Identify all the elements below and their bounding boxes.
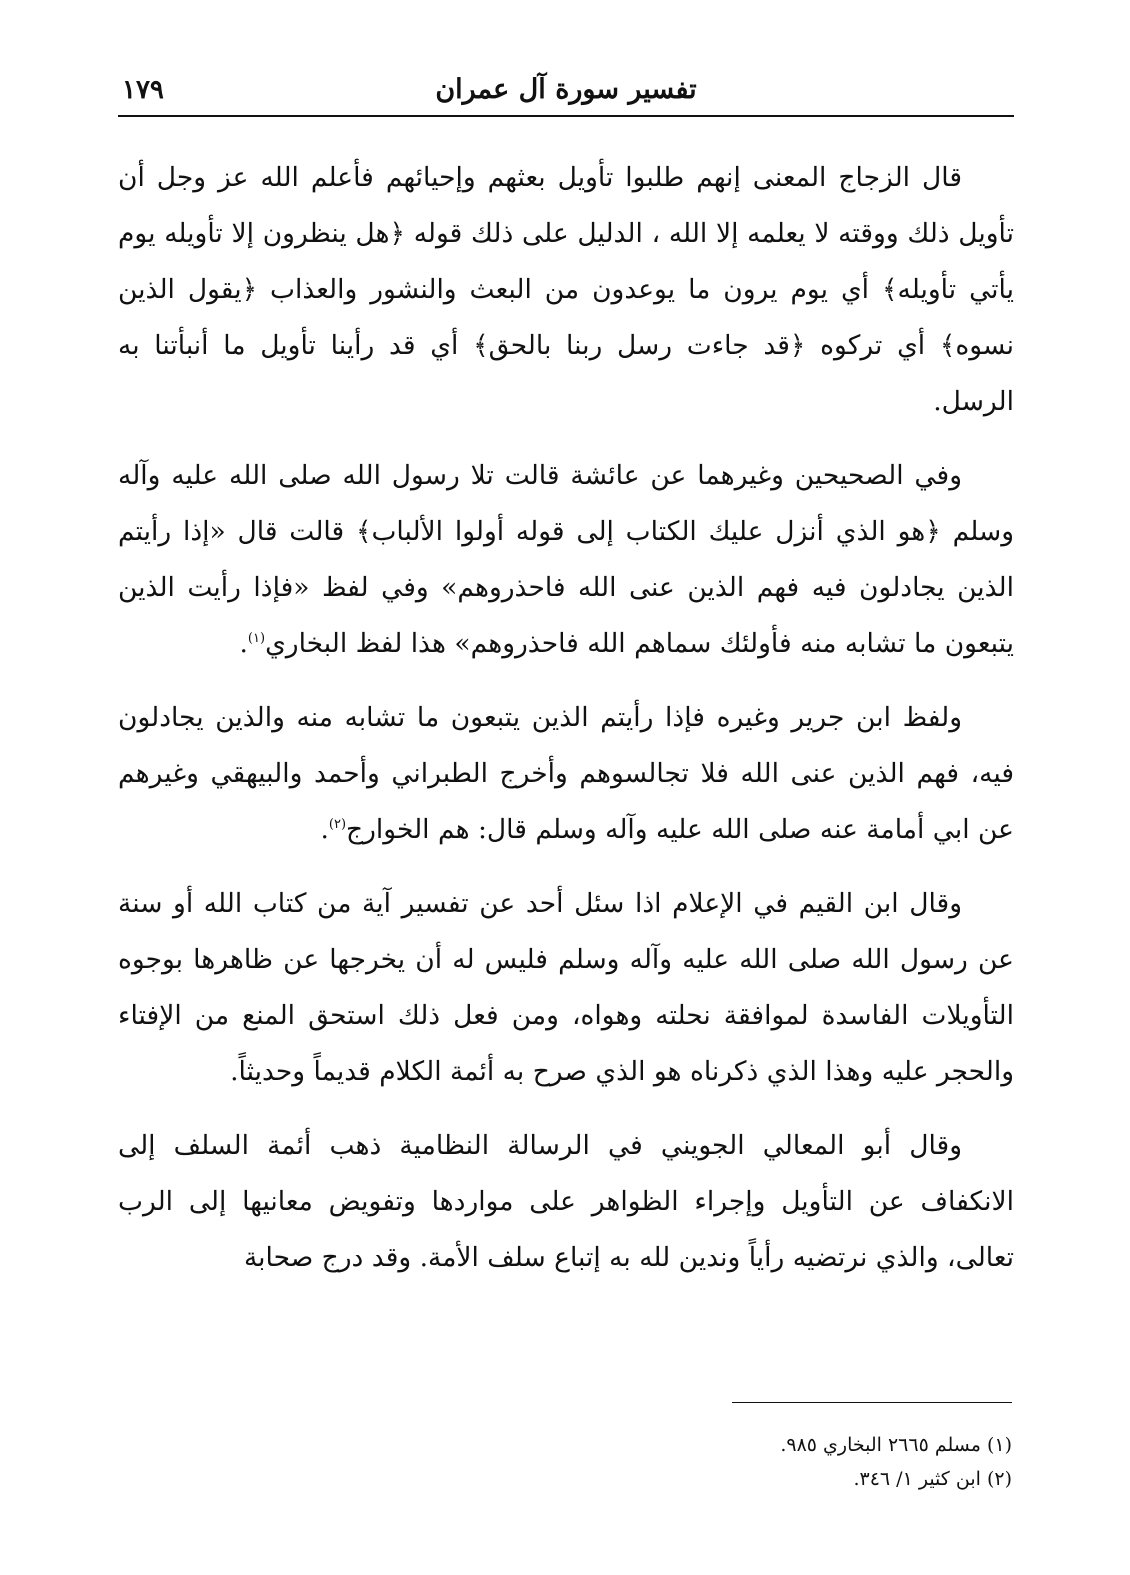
paragraph-text: وقال أبو المعالي الجويني في الرسالة النظامية ذهب أئمة السلف إلى الانكفاف عن التأويل وإجراء الظواهر على مواردها وتفويض معانيها إلى الرب تعالى، والذي نرتضيه رأياً وندين لله به إتباع سلف الأمة. وقد درج صحابة bbox=[118, 1130, 1014, 1273]
footnote-divider bbox=[732, 1402, 1012, 1403]
footnotes bbox=[116, 1428, 1012, 1496]
paragraph-text: قال الزجاج المعنى إنهم طلبوا تأويل بعثهم وإحيائهم فأعلم الله عز وجل أن تأويل ذلك ووقته لا يعلمه إلا الله ، الدليل على ذلك قوله ﴿هل ينظرون إلا تأويله يوم يأتي تأويله﴾ أي يوم يرون ما يوعدون من البعث والنشور والعذاب ﴿يقول الذين نسوه﴾ أي تركوه ﴿قد جاءت رسل ربنا بالحق﴾ أي قد رأينا تأويل ما أنبأتنا به الرسل. bbox=[118, 162, 1014, 417]
paragraph-text: ولفظ ابن جرير وغيره فإذا رأيتم الذين يتبعون ما تشابه منه والذين يجادلون فيه، فهم الذين عنى الله فلا تجالسوهم وأخرج الطبراني وأحمد والبيهقي وغيرهم عن ابي أمامة عنه صلى الله عليه وآله وسلم قال: هم الخوارج bbox=[118, 702, 1014, 845]
paragraph-text: وقال ابن القيم في الإعلام اذا سئل أحد عن تفسير آية من كتاب الله أو سنة عن رسول الله صلى الله عليه وآله وسلم فليس له أن يخرجها عن ظاهرها بوجوه التأويلات الفاسدة لموافقة نحلته وهواه، ومن فعل ذلك استحق المنع من الإفتاء والحجر عليه وهذا الذي ذكرناه هو الذي صرح به أئمة الكلام قديماً وحديثاً. bbox=[118, 888, 1014, 1087]
footnote-ref-1: (١) bbox=[247, 631, 266, 647]
paragraph-4 bbox=[118, 876, 1014, 1100]
running-header bbox=[118, 72, 1014, 112]
paragraph-end: . bbox=[320, 814, 329, 845]
footnote-1: (١) مسلم ٢٦٦٥ البخاري ٩٨٥. bbox=[780, 1434, 1012, 1456]
paragraph-1 bbox=[118, 150, 1014, 430]
paragraph-text: وفي الصحيحين وغيرهما عن عائشة قالت تلا رسول الله صلى الله عليه وآله وسلم ﴿هو الذي أنزل عليك الكتاب إلى قوله أولوا الألباب﴾ قالت قال «إذا رأيتم الذين يجادلون فيه فهم الذين عنى الله فاحذروهم» وفي لفظ «فإذا رأيت الذين يتبعون ما تشابه منه فأولئك سماهم الله فاحذروهم» هذا لفظ البخاري bbox=[118, 460, 1014, 659]
header-divider bbox=[118, 115, 1014, 117]
header-title: تفسير سورة آل عمران bbox=[435, 74, 697, 105]
paragraph-2 bbox=[118, 448, 1014, 672]
page-number: ١٧٩ bbox=[122, 75, 164, 105]
paragraph-3 bbox=[118, 690, 1014, 858]
paragraph-end: . bbox=[239, 628, 248, 659]
main-text bbox=[118, 150, 1014, 1304]
footnote-ref-2: (٢) bbox=[328, 817, 347, 833]
footnote-2: (٢) ابن كثير ١/ ٣٤٦. bbox=[853, 1468, 1012, 1490]
paragraph-5 bbox=[118, 1118, 1014, 1286]
